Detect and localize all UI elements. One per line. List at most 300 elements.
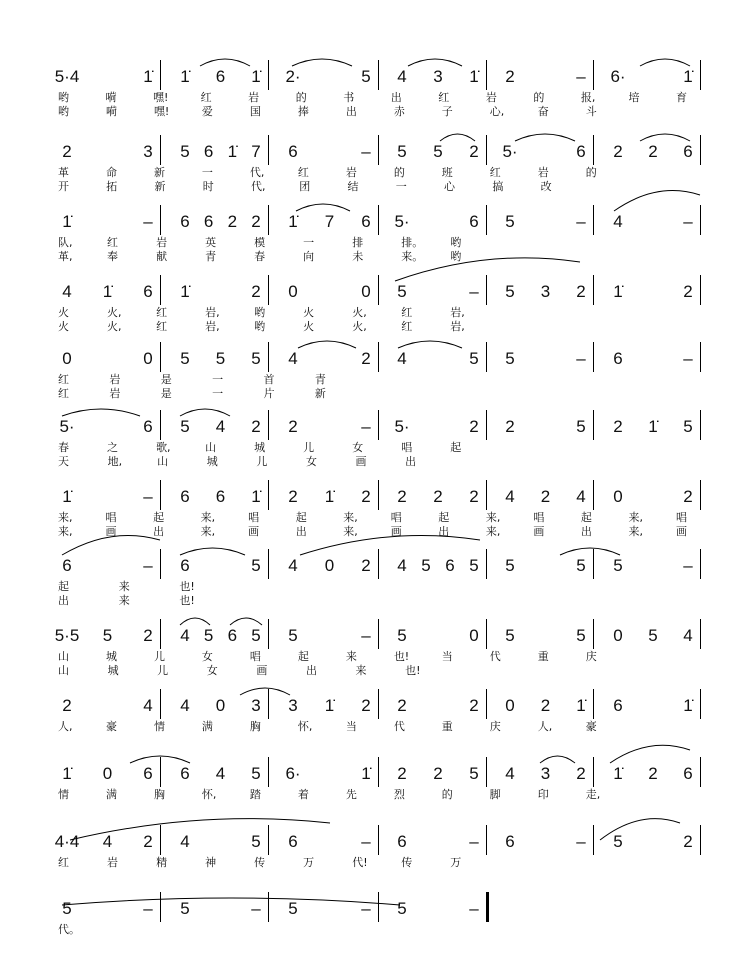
note: 4 [683, 626, 693, 645]
note: 5 [505, 349, 515, 368]
lyric: 画 [248, 525, 260, 538]
lyric: 儿 [303, 441, 315, 454]
note: 6 [215, 67, 226, 86]
lyric: 代, [249, 166, 265, 179]
note: – [683, 556, 693, 575]
lyric: 嘿! [153, 105, 170, 118]
note: 1̇ [180, 67, 190, 86]
lyric: 地, [107, 455, 123, 468]
slur [515, 134, 575, 141]
lyric: 起 [153, 511, 165, 524]
slur [540, 756, 575, 763]
bar-line [593, 135, 594, 165]
lyric: 传 [254, 856, 266, 869]
lyric: 奉 [107, 250, 119, 263]
bar-line [486, 757, 487, 787]
note: – [469, 282, 479, 301]
note: 5 [180, 899, 190, 918]
note: 1̇ [613, 282, 623, 301]
lyric: 火 [58, 320, 69, 333]
lyric: 火, [352, 320, 367, 333]
lyric: 片 [263, 387, 275, 400]
note: 6 [203, 212, 214, 231]
lyric: 哟 [450, 250, 462, 263]
note: 2 [469, 417, 479, 436]
lyric: 排。 [401, 236, 424, 249]
lyric: 子 [441, 105, 453, 118]
bar-line [486, 135, 487, 165]
note: 5 [251, 626, 261, 645]
note: 1̇ [683, 67, 693, 86]
note: 2 [540, 696, 551, 715]
note: 2 [613, 142, 623, 161]
note: 5 [251, 349, 261, 368]
lyric: 红 [58, 387, 69, 400]
lyric: 一 [212, 387, 224, 400]
lyric: 城 [254, 441, 266, 454]
note: 5 [576, 417, 586, 436]
bar-line [486, 619, 487, 649]
note: 5 [576, 556, 586, 575]
note: 5 [62, 899, 72, 918]
note: – [576, 832, 586, 851]
lyric: 哟 [254, 306, 266, 319]
lyric: 春 [254, 250, 266, 263]
lyric: 满 [105, 788, 117, 801]
lyric: 代, [251, 180, 266, 193]
lyric: 着 [297, 788, 309, 801]
bar-line [700, 549, 701, 579]
note: 6 [215, 487, 226, 506]
bar-line [268, 825, 269, 855]
lyric: 心, [489, 105, 505, 118]
lyric: 岩, [205, 320, 220, 333]
lyric: 唱 [533, 511, 545, 524]
bar-line [700, 205, 701, 235]
note: 6 [576, 142, 586, 161]
note: 4 [180, 832, 190, 851]
bar-line [593, 205, 594, 235]
note: 6 [227, 626, 238, 645]
slur [200, 59, 250, 66]
lyric: 怀, [201, 788, 217, 801]
lyric: 育 [676, 91, 687, 104]
bar-line [268, 619, 269, 649]
lyric: 当 [441, 650, 453, 663]
bar-line [268, 549, 269, 579]
lyric: 山 [58, 664, 69, 677]
slur [408, 59, 462, 66]
note: 1̇ [648, 417, 658, 436]
bar-line [700, 480, 701, 510]
note: 0 [215, 696, 226, 715]
lyric: 心 [444, 180, 456, 193]
note: 1̇ [613, 764, 623, 783]
note: 5 [469, 349, 479, 368]
note: 6 [62, 556, 72, 575]
bar-line [268, 342, 269, 372]
slur [180, 548, 245, 555]
note: 4 [505, 487, 515, 506]
note: – [143, 487, 153, 506]
bar-line [160, 60, 161, 90]
lyric: 代 [393, 720, 405, 733]
lyric: 哟 [58, 105, 69, 118]
lyric: 出 [295, 525, 307, 538]
bar-line [700, 619, 701, 649]
lyric: 胸 [249, 720, 261, 733]
bar-line [160, 892, 161, 922]
lyric: 岩, [450, 306, 465, 319]
note: 5 [433, 142, 443, 161]
note: 2 [397, 487, 407, 506]
lyric: 传 [401, 856, 413, 869]
note: 2 [361, 349, 371, 368]
note: 0 [361, 282, 371, 301]
bar-line [160, 205, 161, 235]
note: – [143, 212, 153, 231]
lyric: 也! [405, 664, 421, 677]
lyric: 红 [156, 306, 168, 319]
lyric: 岩, [205, 306, 220, 319]
lyric: 儿 [157, 664, 169, 677]
lyric: 走, [585, 788, 601, 801]
note: 4 [505, 764, 515, 783]
bar-line [378, 205, 379, 235]
note: 5 [683, 417, 693, 436]
lyric: 情 [58, 788, 69, 801]
note: 2 [433, 487, 443, 506]
bar-line [268, 480, 269, 510]
lyric: 的 [393, 166, 405, 179]
bar-line [700, 410, 701, 440]
note: 5 [215, 349, 226, 368]
note: 2 [62, 142, 72, 161]
lyric: 山 [157, 455, 169, 468]
bar-line [160, 342, 161, 372]
note: 3 [540, 764, 551, 783]
note: 5 [648, 626, 658, 645]
lyric: 的 [533, 91, 545, 104]
note: 3 [433, 67, 443, 86]
note: – [361, 417, 371, 436]
slur [62, 898, 400, 905]
lyric: 队, [58, 236, 73, 249]
lyric: 一 [303, 236, 315, 249]
lyric: 脚 [489, 788, 501, 801]
bar-line [700, 135, 701, 165]
note: 6 [288, 142, 298, 161]
bar-line [268, 60, 269, 90]
bar-line [160, 480, 161, 510]
note: 5 [397, 142, 407, 161]
bar-line [378, 342, 379, 372]
lyric: 万 [303, 856, 315, 869]
slur [180, 409, 230, 416]
note: 5 [505, 556, 515, 575]
bar-line [593, 60, 594, 90]
lyric: 起 [297, 650, 309, 663]
note: 2 [288, 487, 298, 506]
lyric: 来。 [401, 250, 424, 263]
lyric: 岩 [537, 166, 549, 179]
lyric: 城 [206, 455, 218, 468]
slur [614, 191, 700, 211]
lyric: 唱 [248, 511, 260, 524]
note: 1̇ [361, 764, 371, 783]
lyric: 爱 [201, 105, 213, 118]
lyric: 是 [160, 373, 172, 386]
slur [180, 618, 210, 625]
note: 5·5 [54, 626, 80, 645]
note: 5 [613, 832, 623, 851]
bar-line [378, 757, 379, 787]
slur [440, 134, 475, 141]
note: 2 [361, 487, 371, 506]
note: 2 [433, 764, 443, 783]
lyric: 来 [345, 650, 357, 663]
note: 1̇ [102, 282, 113, 301]
note: 5 [469, 556, 479, 575]
lyric: 山 [205, 441, 217, 454]
bar-line [700, 757, 701, 787]
note: 6 [361, 212, 371, 231]
bar-line [593, 480, 594, 510]
lyric: 革, [58, 250, 73, 263]
bar-line [160, 549, 161, 579]
note: 5 [576, 626, 586, 645]
note: 5 [251, 556, 261, 575]
lyric: 岩 [156, 236, 168, 249]
note: 5· [394, 417, 410, 436]
lyric: 情 [153, 720, 165, 733]
lyric: 唱 [676, 511, 687, 524]
lyric: 培 [628, 91, 640, 104]
bar-line [378, 410, 379, 440]
lyric: 来, [343, 525, 358, 538]
bar-line [160, 135, 161, 165]
slur [298, 341, 356, 348]
lyric: 红 [401, 306, 413, 319]
note: 2 [683, 487, 693, 506]
lyric: 歌, [156, 441, 171, 454]
note: 6 [288, 832, 298, 851]
note: 2 [143, 626, 153, 645]
lyric: 开 [58, 180, 69, 193]
note: – [143, 899, 153, 918]
bar-line [486, 342, 487, 372]
note: 2 [576, 764, 586, 783]
note: 4·4 [54, 832, 80, 851]
bar-line [268, 410, 269, 440]
lyric: 重 [537, 650, 549, 663]
note: 6 [180, 212, 190, 231]
note: 6 [203, 142, 214, 161]
note: 1̇ [62, 487, 72, 506]
lyric: 代 [489, 650, 501, 663]
bar-line [160, 757, 161, 787]
bar-line [593, 275, 594, 305]
note: 5 [361, 67, 371, 86]
lyric: 出 [345, 105, 357, 118]
note: 2 [505, 417, 515, 436]
lyric: 先 [345, 788, 357, 801]
note: 4 [288, 556, 298, 575]
lyric: 女 [305, 455, 317, 468]
note: – [251, 899, 261, 918]
note: 1̇ [251, 67, 261, 86]
lyric: 儿 [153, 650, 165, 663]
lyric: 红 [489, 166, 501, 179]
note: 5 [505, 212, 515, 231]
slur [62, 535, 160, 555]
slur [62, 409, 140, 416]
note: 5· [394, 212, 410, 231]
note: 5 [180, 349, 190, 368]
lyric: 是 [160, 387, 172, 400]
lyric: 山 [58, 650, 69, 663]
lyric: 的 [295, 91, 307, 104]
lyric: 踏 [249, 788, 261, 801]
note: 4 [613, 212, 623, 231]
lyric: 火 [58, 306, 69, 319]
lyric: 神 [205, 856, 217, 869]
note: 4 [576, 487, 586, 506]
note: 0 [505, 696, 515, 715]
bar-line [378, 892, 379, 922]
note: 6 [613, 696, 623, 715]
bar-line [593, 825, 594, 855]
note: 2 [683, 282, 693, 301]
bar-line [160, 689, 161, 719]
note: 2 [540, 487, 551, 506]
bar-line [486, 892, 489, 922]
note: 6 [505, 832, 515, 851]
bar-line [700, 689, 701, 719]
bar-line [378, 549, 379, 579]
bar-line [378, 619, 379, 649]
lyric: 胸 [153, 788, 165, 801]
lyric: 天 [58, 455, 69, 468]
note: 4 [102, 832, 113, 851]
note: 4 [397, 556, 407, 575]
note: 0 [102, 764, 113, 783]
note: 6 [613, 349, 623, 368]
note: – [361, 832, 371, 851]
lyric: 红 [438, 91, 450, 104]
lyric: 来, [58, 511, 73, 524]
note: 4 [180, 696, 190, 715]
lyric: 的 [441, 788, 453, 801]
lyric: 当 [345, 720, 357, 733]
note: 5 [251, 832, 261, 851]
lyric: 画 [533, 525, 545, 538]
note: 5 [397, 626, 407, 645]
note: 2 [251, 417, 261, 436]
note: 5 [397, 899, 407, 918]
bar-line [486, 275, 487, 305]
note: 6 [397, 832, 407, 851]
lyric: 也! [179, 594, 195, 607]
note: 5 [288, 899, 298, 918]
lyric: 一 [201, 166, 213, 179]
lyric: 火, [107, 320, 122, 333]
bar-line [486, 825, 487, 855]
lyric: 岩 [109, 373, 121, 386]
note: 5 [180, 417, 190, 436]
bar-line [700, 275, 701, 305]
lyric: 画 [105, 525, 117, 538]
bar-line [700, 60, 701, 90]
note: – [469, 899, 479, 918]
lyric: 拓 [106, 180, 118, 193]
bar-line [378, 275, 379, 305]
lyric: 新 [154, 180, 166, 193]
lyric: 排 [352, 236, 364, 249]
lyric: 结 [347, 180, 359, 193]
lyric: 代。 [58, 923, 80, 936]
lyric: 时 [202, 180, 214, 193]
lyric: 春 [58, 441, 69, 454]
lyric: 人, [537, 720, 553, 733]
slur [398, 341, 462, 348]
lyric: 代! [352, 856, 368, 869]
lyric: 唱 [249, 650, 261, 663]
note: 4 [215, 764, 226, 783]
note: 3 [143, 142, 153, 161]
lyric: 画 [390, 525, 402, 538]
note: 2 [361, 696, 371, 715]
lyric: 起 [295, 511, 307, 524]
note: 2 [288, 417, 298, 436]
note: 2 [505, 67, 515, 86]
lyric: 起 [58, 580, 69, 593]
lyric: 也! [179, 580, 195, 593]
lyric: 来, [58, 525, 73, 538]
lyric: 国 [249, 105, 261, 118]
note: 4 [215, 417, 226, 436]
lyric: 报, [580, 91, 596, 104]
note: 2 [251, 282, 261, 301]
lyric: 来, [200, 511, 216, 524]
note: 1̇ [576, 696, 586, 715]
bar-line [486, 689, 487, 719]
lyric: 画 [256, 664, 268, 677]
lyric: 出 [438, 525, 450, 538]
note: 3 [288, 696, 298, 715]
note: 2 [469, 142, 479, 161]
lyric: 赤 [393, 105, 405, 118]
lyric: 奋 [537, 105, 549, 118]
lyric: 出 [153, 525, 165, 538]
lyric: 来, [343, 511, 358, 524]
note: 0 [288, 282, 298, 301]
note: 2 [397, 696, 407, 715]
lyric: 哟 [58, 91, 69, 104]
lyric: 唱 [390, 511, 402, 524]
note: 7 [324, 212, 335, 231]
bar-line [268, 135, 269, 165]
bar-line [160, 275, 161, 305]
lyric: 怀, [297, 720, 313, 733]
bar-line [593, 410, 594, 440]
lyric: 出 [305, 664, 317, 677]
bar-line [268, 892, 269, 922]
note: – [683, 349, 693, 368]
lyric: 岩 [345, 166, 357, 179]
lyric: 女 [352, 441, 364, 454]
note: 5· [502, 142, 518, 161]
